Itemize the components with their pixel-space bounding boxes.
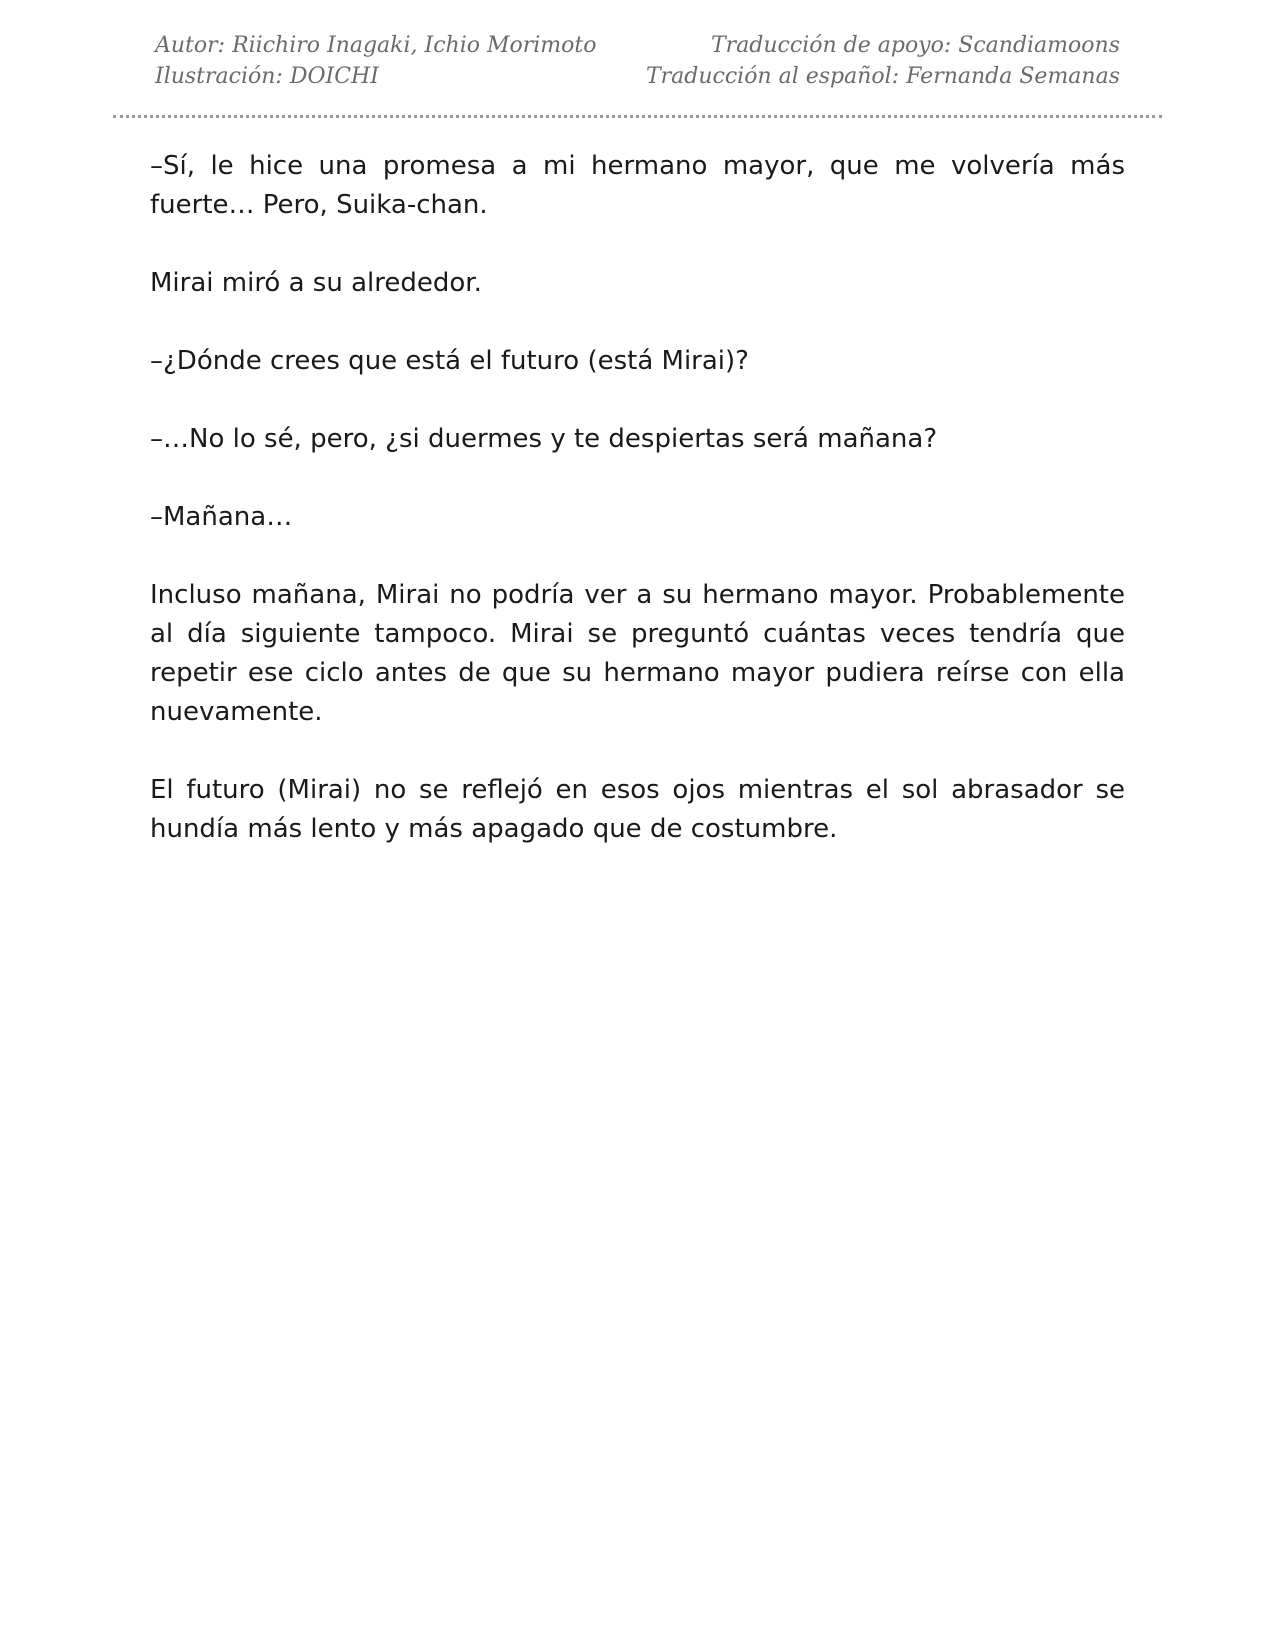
support-translation-credit: Traducción de apoyo: Scandiamoons <box>711 33 1120 58</box>
header-divider <box>113 115 1162 118</box>
header-credits-left <box>155 30 596 92</box>
spanish-translation-credit: Traducción al español: Fernanda Semanas <box>645 64 1120 89</box>
illustration-credit: Ilustración: DOICHI <box>155 64 379 89</box>
header-credits-right <box>646 30 1120 92</box>
paragraph: –¿Dónde crees que está el futuro (está Mirai)? <box>150 346 749 376</box>
paragraph: –Sí, le hice una promesa a mi hermano mayor, que me volvería más fuerte… Pero, Suika-chan. <box>150 151 1125 220</box>
author-credit: Autor: Riichiro Inagaki, Ichio Morimoto <box>155 33 597 58</box>
story-body <box>150 147 1125 888</box>
paragraph: –Mañana… <box>150 502 293 532</box>
paragraph: –…No lo sé, pero, ¿si duermes y te despiertas será mañana? <box>150 424 938 454</box>
page-header <box>155 30 1120 92</box>
paragraph: Incluso mañana, Mirai no podría ver a su hermano mayor. Probablemente al día siguiente tampoco. Mirai se preguntó cuántas veces tendría que repetir ese ciclo antes de que su hermano mayor pudiera reírse con ella nuevamente. <box>150 580 1125 727</box>
paragraph: El futuro (Mirai) no se reflejó en esos ojos mientras el sol abrasador se hundía más lento y más apagado que de costumbre. <box>150 775 1125 844</box>
paragraph: Mirai miró a su alrededor. <box>150 268 482 298</box>
